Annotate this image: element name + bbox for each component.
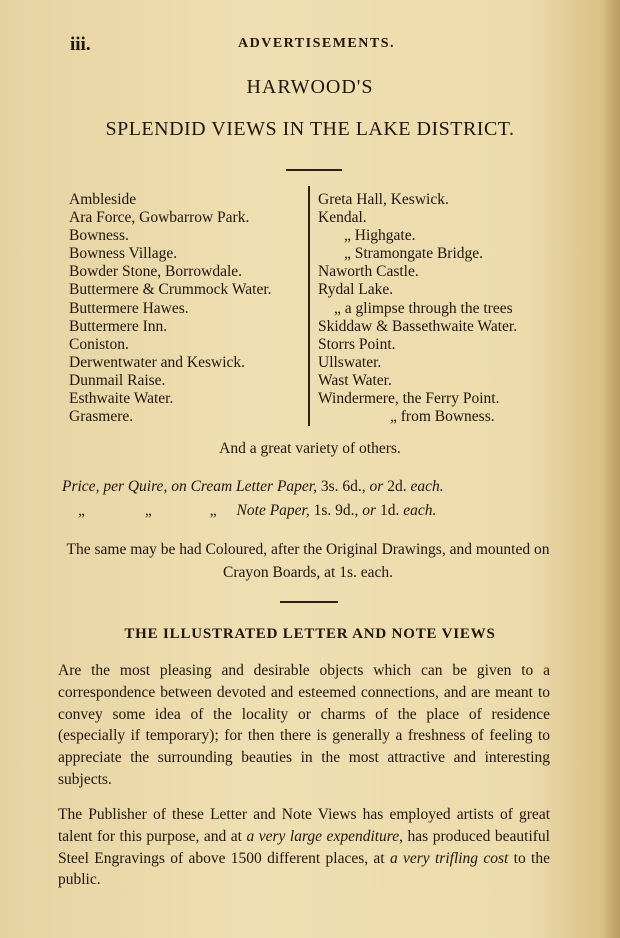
- running-header: [70, 34, 550, 58]
- column-divider: [308, 186, 310, 426]
- list-item: Windermere, the Ferry Point.: [318, 390, 500, 408]
- section-heading: THE ILLUSTRATED LETTER AND NOTE VIEWS: [124, 626, 496, 642]
- list-item: Coniston.: [69, 335, 129, 353]
- list-item: Skiddaw & Bassethwaite Water.: [318, 317, 518, 335]
- list-item: Derwentwater and Keswick.: [69, 353, 246, 371]
- list-item: Wast Water.: [318, 371, 392, 389]
- price-label: Price, per Quire, on Cream Letter Paper,: [62, 478, 317, 495]
- price-or: or: [369, 478, 384, 495]
- price-each-value: 1d.: [379, 502, 400, 519]
- publisher-title: HARWOOD'S: [246, 76, 374, 98]
- price-row-note: [78, 502, 436, 520]
- coloured-note: The same may be had Coloured, after the Original Drawings, and mounted on Crayon Boards, at 1s. each.: [66, 541, 550, 581]
- places-list-right: [318, 191, 568, 426]
- title-rule: [286, 169, 342, 171]
- list-item: Ambleside: [69, 191, 137, 208]
- list-item: Ullswater.: [318, 353, 382, 371]
- list-item: Greta Hall, Keswick.: [318, 191, 449, 208]
- list-item: Esthwaite Water.: [69, 390, 174, 408]
- page-number: iii.: [70, 34, 91, 55]
- price-each: each.: [403, 502, 437, 519]
- list-item: Grasmere.: [69, 408, 134, 426]
- list-item: Naworth Castle.: [318, 263, 419, 281]
- paragraph-2-text: to the public.: [58, 849, 550, 889]
- advert-subtitle: SPLENDID VIEWS IN THE LAKE DISTRICT.: [105, 118, 515, 140]
- list-item: Rydal Lake.: [318, 281, 394, 299]
- variety-note: And a great variety of others.: [219, 440, 401, 457]
- ditto-mark: „: [78, 502, 85, 519]
- list-item: Ara Force, Gowbarrow Park.: [69, 209, 250, 227]
- price-value: 1s. 9d.,: [313, 502, 359, 519]
- price-each-value: 2d.: [387, 478, 407, 495]
- running-title: ADVERTISEMENTS.: [238, 36, 395, 51]
- list-item: „ Stramongate Bridge.: [344, 245, 484, 263]
- price-row-letter: [62, 478, 444, 496]
- list-item: Storrs Point.: [318, 335, 396, 353]
- list-item: „ from Bowness.: [390, 408, 495, 426]
- list-item: Buttermere & Crummock Water.: [69, 281, 272, 299]
- list-item: Bowness Village.: [69, 245, 178, 263]
- list-item: Kendal.: [318, 209, 367, 227]
- paragraph-1: Are the most pleasing and desirable objects which can be given to a correspondence between devoted and esteemed connections, and are meant to convey some idea of the locality or charms of the place of residence (especially if temporary); for then there is generally a freshness of feeling to appreciate the surrounding beauties in the most attractive and interesting subjects.: [58, 662, 550, 788]
- section-rule: [280, 601, 338, 603]
- paragraph-2: [58, 804, 550, 891]
- ditto-mark: „: [209, 502, 217, 519]
- paragraph-2-text: has produced beautiful Steel Engravings of above 1500 different places, at: [58, 827, 550, 867]
- list-item: Buttermere Hawes.: [69, 299, 189, 317]
- list-item: Dunmail Raise.: [69, 371, 166, 389]
- price-each: each.: [410, 478, 444, 495]
- list-item: Buttermere Inn.: [69, 317, 168, 335]
- list-item: „ a glimpse through the trees: [334, 299, 513, 317]
- paragraph-2-text: The Publisher of these Letter and Note Views has employed artists of great talent for this purpose, and at: [58, 806, 550, 845]
- price-label: Note Paper,: [236, 502, 310, 519]
- list-item: Bowness.: [69, 227, 129, 245]
- paragraph-2-emphasis: a very trifling cost: [389, 849, 509, 867]
- ditto-mark: „: [144, 502, 152, 519]
- list-item: Bowder Stone, Borrowdale.: [69, 263, 243, 281]
- paragraph-2-emphasis: a very large expenditure,: [246, 827, 404, 845]
- places-list-left: [69, 191, 309, 426]
- price-value: 3s. 6d.,: [320, 478, 366, 495]
- price-or: or: [362, 502, 377, 519]
- list-item: „ Highgate.: [344, 227, 416, 245]
